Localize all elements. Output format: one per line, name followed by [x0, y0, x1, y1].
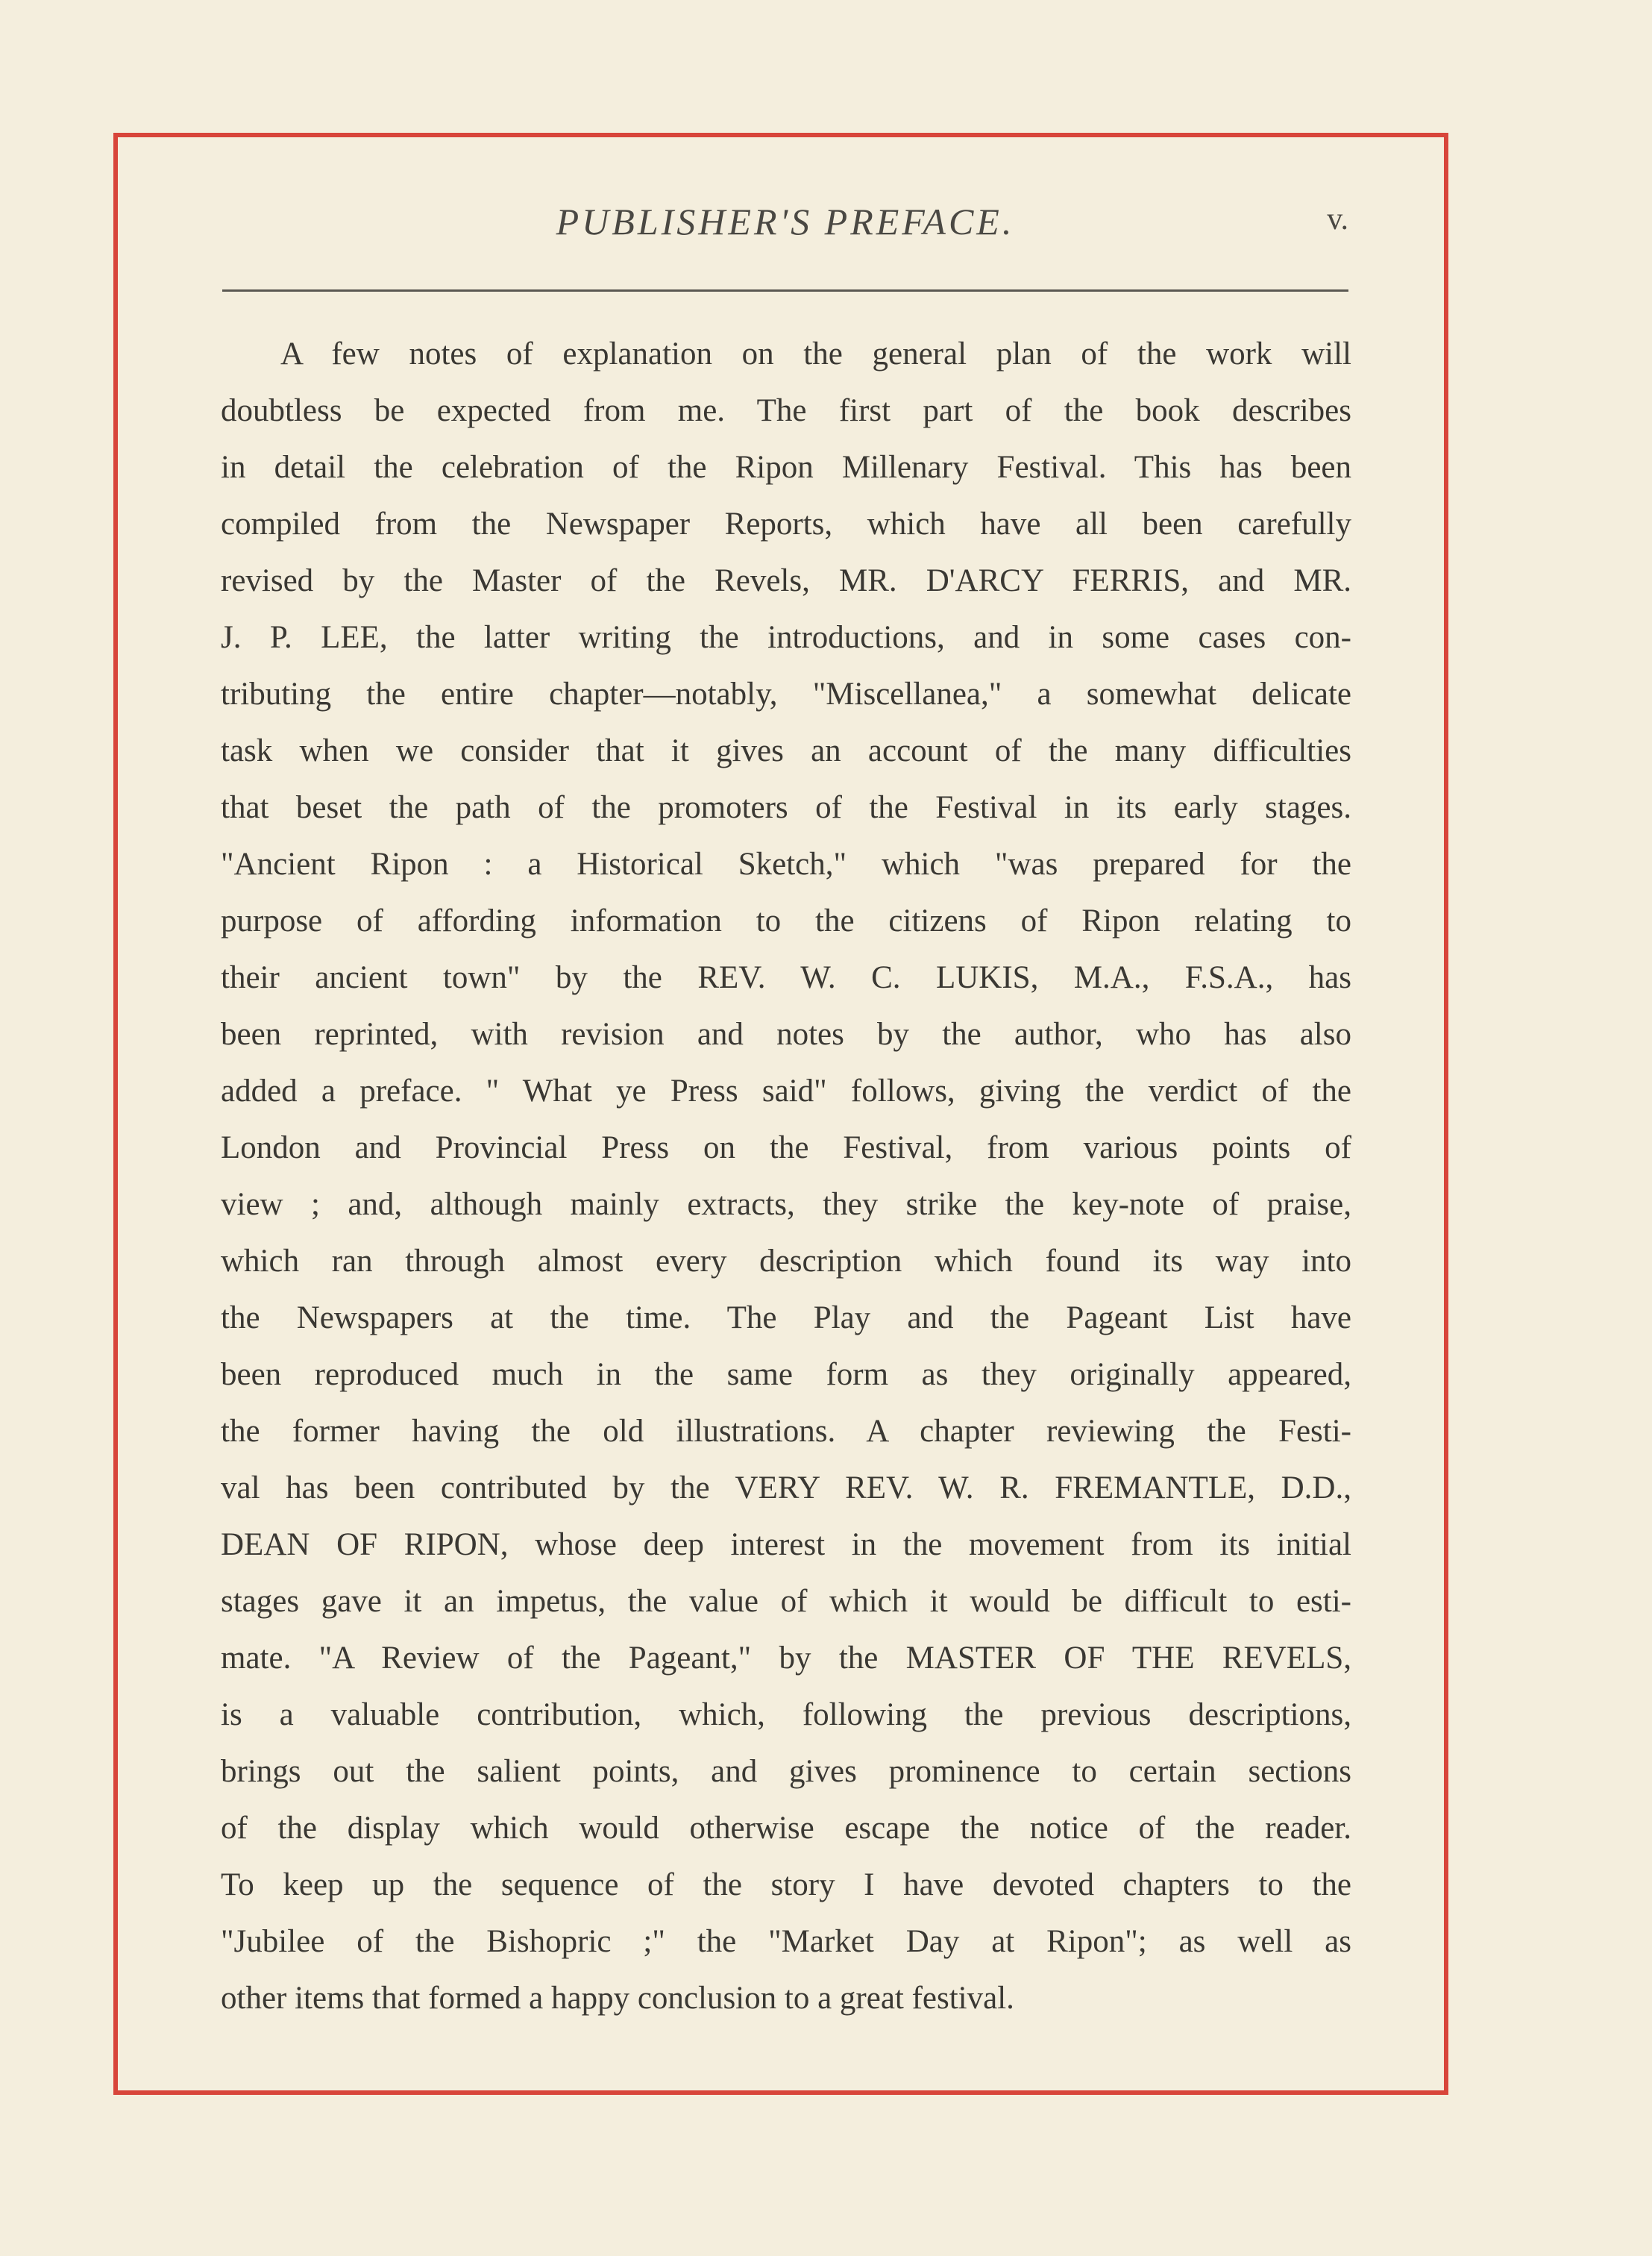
text-line: that beset the path of the promoters of the Festival in its early stages. [221, 790, 1351, 825]
text-line: "Ancient Ripon : a Historical Sketch," which "was prepared for the [221, 847, 1351, 882]
text-line: doubtless be expected from me. The first part of the book describes [221, 393, 1351, 428]
text-line: purpose of affording information to the citizens of Ripon relating to [221, 903, 1351, 939]
text-line: been reprinted, with revision and notes by the author, who has also [221, 1017, 1351, 1052]
text-line: To keep up the sequence of the story I have devoted chapters to the [221, 1867, 1351, 1902]
text-line: tributing the entire chapter—notably, "Miscellanea," a somewhat delicate [221, 677, 1351, 712]
text-line: other items that formed a happy conclusion to a great festival. [221, 1981, 1014, 2016]
text-line: compiled from the Newspaper Reports, which have all been carefully [221, 507, 1351, 542]
text-line: added a preface. " What ye Press said" follows, giving the verdict of the [221, 1074, 1351, 1109]
text-line: is a valuable contribution, which, following the previous descriptions, [221, 1697, 1351, 1732]
text-line: been reproduced much in the same form as they originally appeared, [221, 1357, 1351, 1392]
text-line: A few notes of explanation on the general plan of the work will [280, 336, 1351, 372]
text-line: stages gave it an impetus, the value of which it would be difficult to esti- [221, 1584, 1351, 1619]
text-line: brings out the salient points, and gives prominence to certain sections [221, 1754, 1351, 1789]
text-line: the Newspapers at the time. The Play and the Pageant List have [221, 1300, 1351, 1335]
text-line: of the display which would otherwise escape the notice of the reader. [221, 1811, 1351, 1846]
text-line: view ; and, although mainly extracts, they strike the key-note of praise, [221, 1187, 1351, 1222]
text-line: in detail the celebration of the Ripon Millenary Festival. This has been [221, 450, 1351, 485]
text-line: task when we consider that it gives an account of the many difficulties [221, 733, 1351, 768]
text-line: London and Provincial Press on the Festival, from various points of [221, 1130, 1351, 1165]
page-number: v. [1327, 202, 1348, 236]
text-line: DEAN OF RIPON, whose deep interest in the movement from its initial [221, 1527, 1351, 1562]
header-rule [222, 289, 1348, 292]
text-line: which ran through almost every description which found its way into [221, 1244, 1351, 1279]
preface-body [221, 326, 1351, 2027]
text-line: their ancient town" by the REV. W. C. LUKIS, M.A., F.S.A., has [221, 960, 1351, 995]
text-line: revised by the Master of the Revels, MR. D'ARCY FERRIS, and MR. [221, 563, 1351, 598]
text-line: J. P. LEE, the latter writing the introductions, and in some cases con- [221, 620, 1351, 655]
running-header [222, 200, 1348, 252]
page-title: PUBLISHER'S PREFACE. [556, 201, 1015, 242]
text-line: "Jubilee of the Bishopric ;" the "Market Day at Ripon"; as well as [221, 1924, 1351, 1959]
text-line: val has been contributed by the VERY REV. W. R. FREMANTLE, D.D., [221, 1470, 1351, 1505]
text-line: the former having the old illustrations. A chapter reviewing the Festi- [221, 1414, 1351, 1449]
text-line: mate. "A Review of the Pageant," by the MASTER OF THE REVELS, [221, 1641, 1351, 1676]
